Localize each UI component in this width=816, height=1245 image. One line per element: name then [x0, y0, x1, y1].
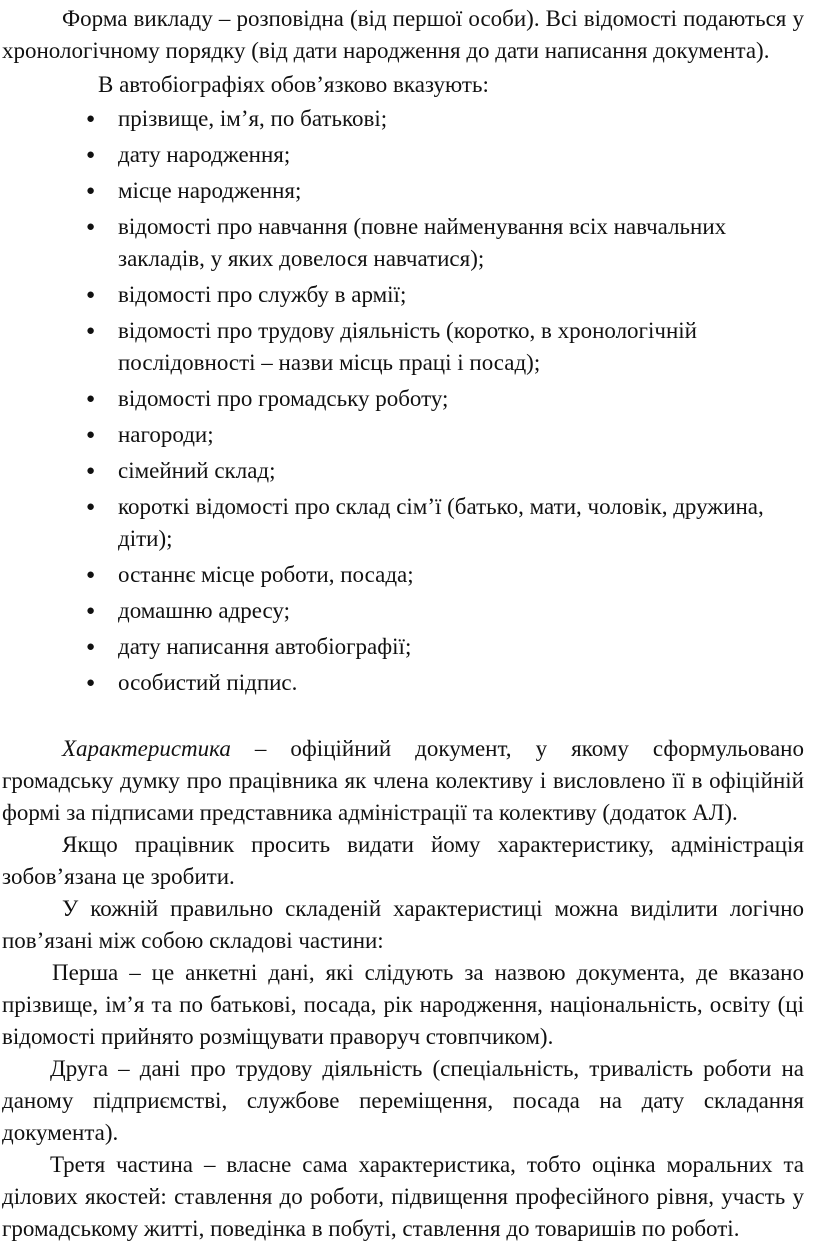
bullet-icon: ● [86, 603, 96, 619]
list-item [86, 419, 804, 451]
characteristic-definition-text: – офіційний документ, у якому сформульовано громадську думку про працівника як члена колективу і висловлено її в офіційній формі за підписами представника адміністрації та колективу (додаток АЛ). [2, 736, 804, 825]
list-item-text: дату народження; [118, 142, 291, 167]
bullet-icon: ● [86, 463, 96, 479]
bullet-icon: ● [86, 427, 96, 443]
list-item-text: прізвище, ім’я, по батькові; [118, 106, 388, 131]
list-item [86, 139, 804, 171]
list-item-text: особистий підпис. [118, 670, 298, 695]
list-item [86, 175, 804, 207]
part-first-paragraph: Перша – це анкетні дані, які слідують за назвою документа, де вказано прізвище, ім’я та по батькові, посада, рік народження, національність, освіту (ці відомості прийнято розміщувати праворуч стовпчиком). [2, 960, 804, 1049]
list-item-text: відомості про навчання (повне найменування всіх навчальних закладів, у яких довелося навчатися); [118, 214, 727, 271]
list-item-text: відомості про службу в армії; [118, 282, 407, 307]
intro-paragraph: Форма викладу – розповідна (від першої особи). Всі відомості подаються у хронологічному порядку (від дати народження до дати написання документа). [2, 6, 804, 63]
bullet-icon: ● [86, 567, 96, 583]
bullet-icon: ● [86, 147, 96, 163]
list-item-text: відомості про громадську роботу; [118, 386, 449, 411]
list-item [86, 595, 804, 627]
list-item [86, 211, 804, 275]
list-item [86, 103, 804, 135]
list-item [86, 491, 804, 555]
list-item [86, 383, 804, 415]
bullet-icon: ● [86, 499, 96, 515]
list-item [86, 631, 804, 663]
list-item-text: сімейний склад; [118, 458, 276, 483]
part-third-paragraph: Третя частина – власне сама характеристика, тобто оцінка моральних та ділових якостей: ставлення до роботи, підвищення професійного рівня, участь у громадському житті, поведінка в побуті, ставлення до товаришів по роботі. [2, 1152, 804, 1241]
bullet-icon: ● [86, 323, 96, 339]
list-item [86, 559, 804, 591]
list-item [86, 279, 804, 311]
autobiography-list [2, 103, 804, 699]
list-item [86, 455, 804, 487]
part-second-paragraph: Друга – дані про трудову діяльність (спеціальність, тривалість роботи на даному підприємстві, службове переміщення, посада на дату складання документа). [2, 1056, 804, 1145]
bullet-icon: ● [86, 391, 96, 407]
bullet-icon: ● [86, 111, 96, 127]
list-item-text: нагороди; [118, 422, 214, 447]
list-item-text: місце народження; [118, 178, 302, 203]
list-lead: В автобіографіях обов’язково вказують: [98, 72, 489, 97]
section-spacer [2, 703, 804, 733]
bullet-icon: ● [86, 287, 96, 303]
characteristic-definition [2, 733, 804, 829]
request-paragraph: Якщо працівник просить видати йому характеристику, адміністрація зобов’язана це зробити. [2, 832, 804, 889]
list-item [86, 315, 804, 379]
list-item-text: дату написання автобіографії; [118, 634, 412, 659]
bullet-icon: ● [86, 675, 96, 691]
list-item-text: короткі відомості про склад сім’ї (батько, мати, чоловік, дружина, діти); [118, 494, 764, 551]
list-item-text: останнє місце роботи, посада; [118, 562, 414, 587]
characteristic-term: Характеристика [62, 736, 231, 761]
parts-intro-paragraph: У кожній правильно складеній характеристиці можна виділити логічно пов’язані між собою складові частини: [2, 896, 804, 953]
bullet-icon: ● [86, 639, 96, 655]
list-item-text: відомості про трудову діяльність (коротко, в хронологічній послідовності – назви місць праці і посад); [118, 318, 697, 375]
list-item [86, 667, 804, 699]
list-item-text: домашню адресу; [118, 598, 291, 623]
bullet-icon: ● [86, 183, 96, 199]
bullet-icon: ● [86, 219, 96, 235]
